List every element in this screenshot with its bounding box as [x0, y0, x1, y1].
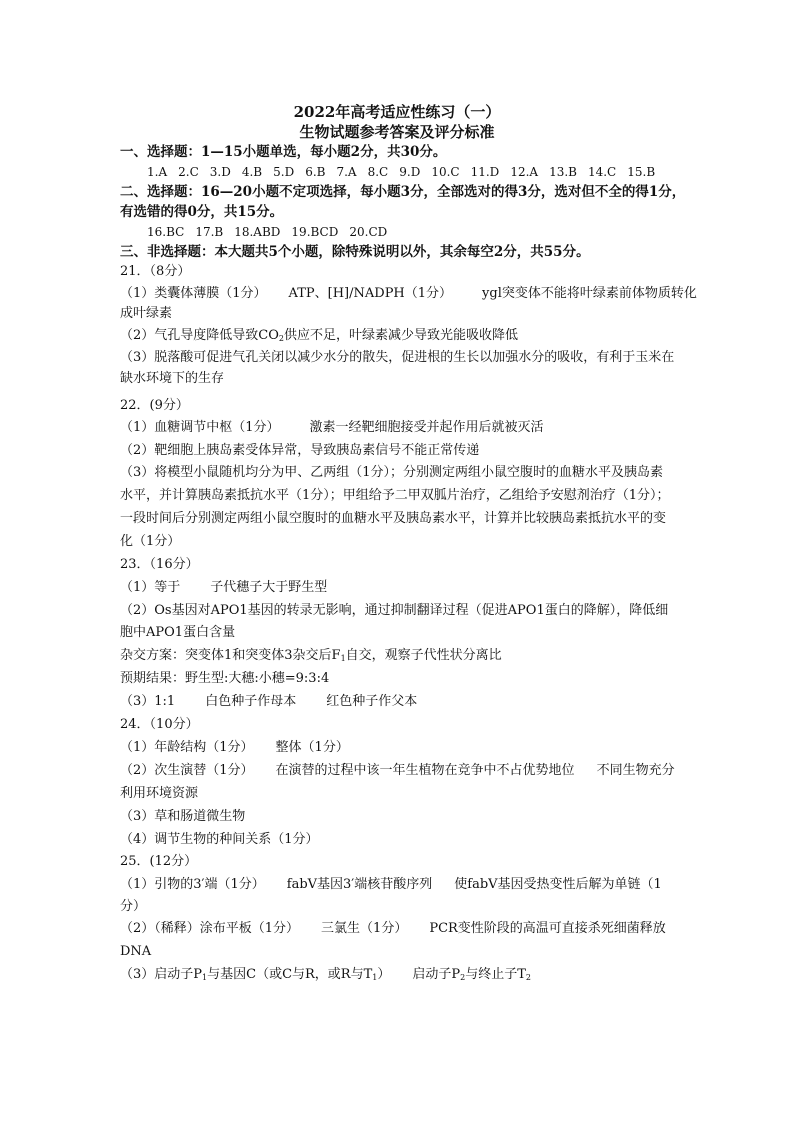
section1-heading: 一、选择题：1—15小题单选，每小题2分，共30分。: [120, 144, 447, 160]
q25-p1c: 使fabV基因受热变性后解为单链（1: [454, 877, 662, 892]
q25-p1a: （1）引物的3′端（1分）: [120, 877, 265, 892]
q22-part2: （2）靶细胞上胰岛素受体异常，导致胰岛素信号不能正常传递: [120, 443, 480, 458]
q21-part3: （3）脱落酸可促进气孔关闭以减少水分的散失，促进根的生长以加强水分的吸收，有利于玉米在: [120, 350, 675, 365]
q22-p1a: （1）血糖调节中枢（1分）: [120, 420, 280, 435]
subscript: 1: [372, 973, 378, 982]
section2-heading: 二、选择题：16—20小题不定项选择，每小题3分，全部选对的得3分，选对但不全的得1分，: [120, 184, 686, 200]
q21-p2b: 供应不足，叶绿素减少导致光能吸收降低: [283, 328, 518, 343]
q25-p3e: 与终止子T: [465, 967, 526, 982]
subscript: 1: [202, 973, 208, 982]
q24-heading: 24．（10分）: [120, 717, 199, 732]
section2-answers: [147, 223, 747, 241]
q24-part3: （3）草和肠道微生物: [120, 809, 246, 824]
answer-item: 14.C: [587, 165, 617, 179]
q21-part2: [120, 327, 720, 345]
answer-item: 7.A: [336, 165, 357, 179]
q23-expected-result: 预期结果：野生型:大穗:小穗=9:3:4: [120, 671, 330, 686]
q24-part4: （4）调节生物的种间关系（1分）: [120, 832, 319, 847]
q24-p2c: 不同生物充分: [596, 763, 675, 778]
q25-p3a: （3）启动子P: [120, 967, 203, 982]
q22-part3-cont2: 一段时间后分别测定两组小鼠空腹时的血糖水平及胰岛素水平，计算并比较胰岛素抵抗水平的变: [120, 511, 667, 526]
q23-part1: [120, 579, 720, 597]
q25-part3: [120, 966, 720, 984]
answer-item: 10.C: [431, 165, 460, 179]
subscript: 2: [278, 334, 284, 343]
answer-item: 9.D: [399, 165, 421, 179]
q23-p3b: 白色种子作母本: [205, 694, 297, 709]
q25-p1b: fabV基因3′端核苷酸序列: [286, 877, 433, 892]
q25-p3d: 启动子P: [412, 967, 461, 982]
answer-item: 15.B: [627, 165, 656, 179]
document-title: 2022年高考适应性练习（一）: [293, 103, 501, 121]
q23-part3: [120, 693, 720, 711]
q24-p2b: 在演替的过程中该一年生植物在竞争中不占优势地位: [275, 763, 575, 778]
q23-plan-a: 杂交方案：突变体1和突变体3杂交后F: [120, 648, 341, 663]
q22-heading: 22．(9分）: [120, 398, 189, 413]
answer-item: 6.B: [305, 165, 326, 179]
q21-heading: 21．（8分）: [120, 264, 191, 279]
subscript: 2: [525, 973, 531, 982]
q25-p2a: （2）（稀释）涂布平板（1分）: [120, 921, 300, 936]
q24-p1b: 整体（1分）: [275, 740, 349, 755]
q24-part1: [120, 739, 720, 757]
answer-item: 13.B: [549, 165, 577, 179]
answer-item: 19.BCD: [291, 225, 339, 239]
q21-p1b: ATP、[H]/NADPH（1分）: [288, 286, 453, 301]
q23-part2-cont: 胞中APO1蛋白含量: [120, 625, 236, 640]
q25-p2b: 三氯生（1分）: [321, 921, 408, 936]
q21-p1a: （1）类囊体薄膜（1分）: [120, 286, 267, 301]
q23-p3c: 红色种子作父本: [326, 694, 418, 709]
q25-part1: [120, 876, 720, 894]
q21-p2a: （2）气孔导度降低导致CO: [120, 328, 279, 343]
answer-item: 2.C: [178, 165, 199, 179]
answer-item: 5.D: [273, 165, 295, 179]
answer-item: 18.ABD: [234, 225, 281, 239]
q25-heading: 25．(12分）: [120, 854, 198, 869]
q24-p1a: （1）年龄结构（1分）: [120, 740, 254, 755]
q23-cross-plan: [120, 647, 720, 665]
q24-part2: [120, 762, 720, 780]
q22-part3-cont3: 化（1分）: [120, 534, 181, 549]
q23-heading: 23．（16分）: [120, 557, 199, 572]
q23-p1b: 子代穗子大于野生型: [210, 580, 328, 595]
subscript: 1: [340, 654, 346, 663]
q21-p1c: ygl突变体不能将叶绿素前体物质转化: [482, 286, 697, 301]
q21-part3-cont: 缺水环境下的生存: [120, 371, 225, 386]
q24-p2a: （2）次生演替（1分）: [120, 763, 254, 778]
document-subtitle: 生物试题参考答案及评分标准: [299, 123, 495, 141]
answer-item: 16.BC: [147, 225, 185, 239]
q21-part1-cont: 成叶绿素: [120, 306, 173, 321]
answer-item: 17.B: [195, 225, 224, 239]
q21-part1: [120, 285, 720, 303]
q25-p3b: 与基因C（或C与R，或R与T: [207, 967, 373, 982]
q23-p3a: （3）1:1: [120, 694, 176, 709]
answer-item: 8.C: [367, 165, 389, 179]
answer-item: 12.A: [510, 165, 539, 179]
q22-part3: （3）将模型小鼠随机均分为甲、乙两组（1分）；分别测定两组小鼠空腹时的血糖水平及胰岛素: [120, 465, 664, 480]
subscript: 2: [460, 973, 466, 982]
q23-plan-b: 自交，观察子代性状分离比: [345, 648, 502, 663]
q23-p1a: （1）等于: [120, 580, 181, 595]
q25-part2-cont: DNA: [120, 944, 152, 959]
q25-p3c: ）: [377, 967, 391, 982]
q22-p1b: 激素一经靶细胞接受并起作用后就被灭活: [309, 420, 544, 435]
section3-heading: 三、非选择题：本大题共5个小题，除特殊说明以外，其余每空2分，共55分。: [120, 244, 590, 260]
q25-p2c: PCR变性阶段的高温可直接杀死细菌释放: [429, 921, 666, 936]
q22-part1: [120, 419, 720, 437]
section1-answers: [147, 163, 747, 181]
q24-part2-cont: 利用环境资源: [120, 786, 199, 801]
answer-item: 3.D: [209, 165, 231, 179]
answer-item: 11.D: [470, 165, 500, 179]
answer-item: 20.CD: [349, 225, 388, 239]
q25-part2: [120, 920, 720, 938]
q25-part1-cont: 分）: [120, 899, 147, 914]
q22-part3-cont1: 水平，并计算胰岛素抵抗水平（1分）；甲组给予二甲双胍片治疗，乙组给予安慰剂治疗（1分）；: [120, 488, 670, 503]
q23-part2: （2）Os基因对APO1基因的转录无影响，通过抑制翻译过程（促进APO1蛋白的降解），降低细: [120, 603, 669, 618]
section2-heading-cont: 有选错的得0分，共15分。: [120, 204, 284, 220]
answer-item: 1.A: [147, 165, 168, 179]
answer-item: 4.B: [241, 165, 263, 179]
